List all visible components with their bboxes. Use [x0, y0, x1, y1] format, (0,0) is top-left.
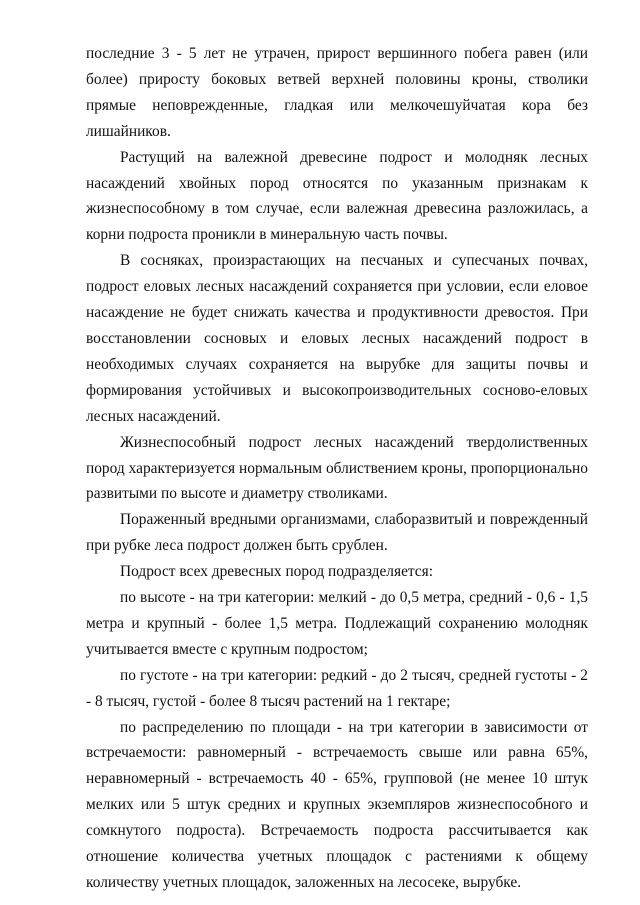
paragraph: Растущий на валежной древесине подрост и молодняк лесных насаждений хвойных пород относятся по указанным признакам к жизнеспособному в том случае, если валежная древесина разложилась, а корни подроста проникли в минеральную часть почвы.	[86, 148, 588, 244]
paragraph: В сосняках, произрастающих на песчаных и супесчаных почвах, подрост еловых лесных насаждений сохраняется при условии, если еловое насаждение не будет снижать качества и продуктивности древостоя. При восстановлении сосновых и еловых лесных насаждений подрост в необходимых случаях сохраняется на вырубке для защиты почвы и формирования устойчивых и высокопроизводительных сосново-еловых лесных насаждений.	[86, 252, 588, 425]
paragraph: по распределению по площади - на три категории в зависимости от встречаемости: равномерный - встречаемость свыше или равна 65%, неравномерный - встречаемость 40 - 65%, групповой (не менее 10 штук мелких или 5 штук средних и крупных экземпляров жизнеспособного и сомкнутого подроста). Встречаемость подроста рассчитывается как отношение количества учетных площадок с растениями к общему количеству учетных площадок, заложенных на лесосеке, вырубке.	[86, 718, 588, 891]
paragraph: по высоте - на три категории: мелкий - до 0,5 метра, средний - 0,6 - 1,5 метра и крупный - более 1,5 метра. Подлежащий сохранению молодняк учитывается вместе с крупным подростом;	[86, 589, 588, 658]
document-body	[86, 41, 588, 896]
paragraph: Подрост всех древесных пород подразделяется:	[120, 563, 433, 581]
paragraph: по густоте - на три категории: редкий - до 2 тысяч, средней густоты - 2 - 8 тысяч, густой - более 8 тысяч растений на 1 гектаре;	[86, 666, 588, 710]
paragraph: Пораженный вредными организмами, слаборазвитый и поврежденный при рубке леса подрост должен быть срублен.	[86, 511, 588, 555]
paragraph: Жизнеспособный подрост лесных насаждений твердолиственных пород характеризуется нормальным облиствением кроны, пропорционально развитыми по высоте и диаметру стволиками.	[86, 433, 588, 503]
paragraph-continued: последние 3 - 5 лет не утрачен, прирост вершинного побега равен (или более) приросту боковых ветвей верхней половины кроны, стволики прямые неповрежденные, гладкая или мелкочешуйчатая кора без лишайников.	[86, 45, 588, 140]
